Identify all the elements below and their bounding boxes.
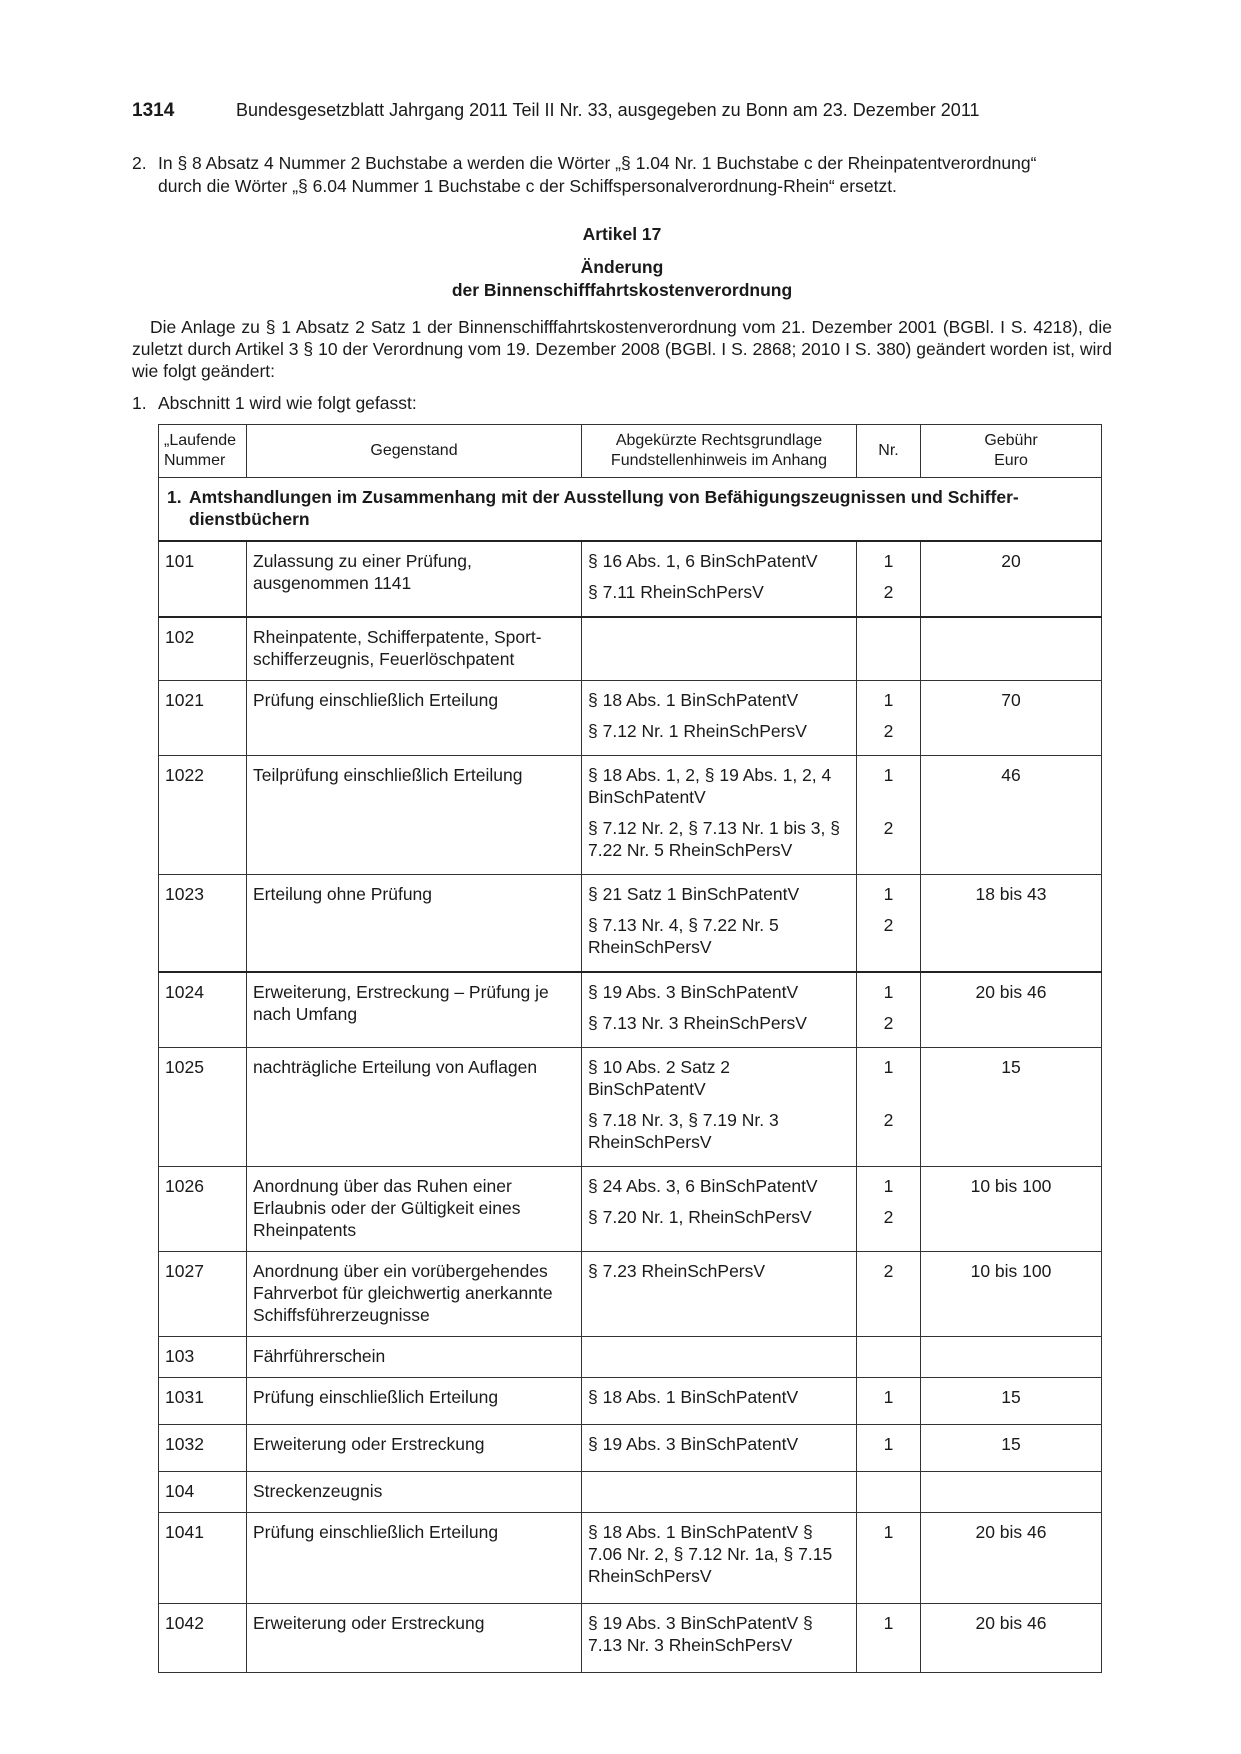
gazette-title: Bundesgesetzblatt Jahrgang 2011 Teil II Nr. 33, ausgegeben zu Bonn am 23. Dezember 2011 [236,100,980,120]
cell-nr [857,1378,921,1425]
body-paragraph: Die Anlage zu § 1 Absatz 2 Satz 1 der Binnenschifffahrtskostenverordnung vom 21. Dezember 2001 (BGBl. I S. 4218), die zuletzt durch Artikel 3 § 10 der Verordnung vom 19. Dezember 2008 (BGBl. I S. 2868; 2010 I S. 380) geändert worden ist, wird wie folgt geändert: [132,317,1112,381]
header-rechtsgrundlage: Abgekürzte Rechtsgrundlage Fundstellenhinweis im Anhang [582,425,857,478]
cell-gebuehr: 10 bis 100 [921,1252,1102,1337]
article-title: Artikel 17 [582,224,662,244]
rechtsgrundlage-entry: § 7.20 Nr. 1, RheinSchPersV [588,1207,812,1227]
cell-nr [857,681,921,756]
list-item-text: Abschnitt 1 wird wie folgt gefasst: [158,393,417,413]
cell-rechtsgrundlage [582,1513,857,1604]
cell-gebuehr: 15 [921,1378,1102,1425]
rechtsgrundlage-entry [582,1472,856,1490]
table-row [159,1472,1102,1513]
cell-gegenstand: nachträgliche Erteilung von Auflagen [247,1048,582,1167]
cell-gebuehr: 15 [921,1048,1102,1167]
rechtsgrundlage-entry: § 18 Abs. 1 BinSchPatentV [588,690,799,710]
nr-entry: 2 [883,1261,894,1281]
rechtsgrundlage-entry: § 19 Abs. 3 BinSchPatentV [588,982,799,1002]
table-row [159,1252,1102,1337]
cell-gebuehr [921,1472,1102,1513]
nr-entry: 1 [883,1057,894,1077]
cell-laufende-nummer: 1027 [159,1252,247,1337]
cell-rechtsgrundlage [582,1337,857,1378]
cell-nr [857,1337,921,1378]
rechtsgrundlage-entry [582,1337,856,1355]
cell-rechtsgrundlage [582,1048,857,1167]
cell-gebuehr [921,1337,1102,1378]
table-row [159,972,1102,1048]
cell-laufende-nummer: 1024 [159,972,247,1048]
cell-nr [857,1513,921,1604]
cell-laufende-nummer: 1031 [159,1378,247,1425]
cell-nr [857,1167,921,1252]
rechtsgrundlage-entry: § 24 Abs. 3, 6 BinSchPatentV [588,1176,818,1196]
page-number: 1314 [132,100,175,121]
cell-gegenstand: Prüfung einschließlich Erteilung [247,1513,582,1604]
cell-gegenstand: Erweiterung oder Erstreckung [247,1604,582,1673]
cell-gegenstand: Anordnung über ein vorübergehendes Fahrverbot für gleichwertig anerkannte Schiffsführerzeugnisse [247,1252,582,1337]
cell-laufende-nummer: 1041 [159,1513,247,1604]
cell-rechtsgrundlage [582,1167,857,1252]
rechtsgrundlage-entry: § 18 Abs. 1 BinSchPatentV [588,1387,799,1407]
cell-laufende-nummer: 104 [159,1472,247,1513]
table-row [159,1167,1102,1252]
table-row [159,1425,1102,1472]
cell-nr [857,1604,921,1673]
nr-entry: 2 [883,1110,894,1130]
rechtsgrundlage-entry: § 21 Satz 1 BinSchPatentV [588,884,800,904]
nr-entry: 2 [883,1207,894,1227]
cell-rechtsgrundlage [582,541,857,617]
nr-entry: 1 [883,884,894,904]
table-row [159,1604,1102,1673]
table-row [159,1048,1102,1167]
cell-gebuehr: 20 bis 46 [921,1604,1102,1673]
cell-gegenstand: Anordnung über das Ruhen einer Erlaubnis oder der Gültigkeit eines Rheinpatents [247,1167,582,1252]
table-row [159,875,1102,973]
table-row [159,681,1102,756]
table-header-row [159,425,1102,478]
nr-entry: 1 [883,1387,894,1407]
cell-gegenstand: Zulassung zu einer Prüfung, ausgenommen 1141 [247,541,582,617]
cell-rechtsgrundlage [582,1425,857,1472]
cell-nr [857,1252,921,1337]
rechtsgrundlage-entry: § 16 Abs. 1, 6 BinSchPatentV [588,551,818,571]
cell-gegenstand: Erteilung ohne Prüfung [247,875,582,973]
nr-entry: 1 [883,982,894,1002]
rechtsgrundlage-entry: § 7.11 RheinSchPersV [588,582,764,602]
intro-line-2: durch die Wörter „§ 6.04 Nummer 1 Buchstabe c der Schiffspersonalverordnung-Rhein“ ersetzt. [158,176,897,196]
table-row [159,1378,1102,1425]
cell-gegenstand: Teilprüfung einschließlich Erteilung [247,756,582,875]
cell-gegenstand: Rheinpatente, Schifferpatente, Sportschifferzeugnis, Feuerlöschpatent [247,617,582,681]
cell-gebuehr: 70 [921,681,1102,756]
section-heading: 1. Amtshandlungen im Zusammenhang mit der Ausstellung von Befähigungszeugnissen und Schiffer- dienstbüchern [159,478,1102,542]
cell-gebuehr: 18 bis 43 [921,875,1102,973]
table-row [159,756,1102,875]
nr-entry: 2 [883,915,894,935]
cell-gegenstand: Prüfung einschließlich Erteilung [247,681,582,756]
cell-laufende-nummer: 1032 [159,1425,247,1472]
cell-gegenstand: Erweiterung oder Erstreckung [247,1425,582,1472]
rechtsgrundlage-entry: § 7.13 Nr. 3 RheinSchPersV [588,1013,807,1033]
cell-gebuehr: 20 [921,541,1102,617]
header-nr: Nr. [857,425,921,478]
cell-rechtsgrundlage [582,1604,857,1673]
cell-rechtsgrundlage [582,756,857,875]
rechtsgrundlage-entry: § 18 Abs. 1, 2, § 19 Abs. 1, 2, 4 BinSchPatentV [588,765,832,807]
cell-rechtsgrundlage [582,1378,857,1425]
cell-nr [857,1472,921,1513]
rechtsgrundlage-entry: § 7.12 Nr. 1 RheinSchPersV [588,721,807,741]
nr-entry: 2 [883,1013,894,1033]
rechtsgrundlage-entry: § 7.13 Nr. 4, § 7.22 Nr. 5 RheinSchPersV [588,915,779,957]
cell-rechtsgrundlage [582,1472,857,1513]
cell-laufende-nummer: 103 [159,1337,247,1378]
table-row [159,1513,1102,1604]
cell-gebuehr: 10 bis 100 [921,1167,1102,1252]
nr-entry: 1 [883,1434,894,1454]
table-row [159,617,1102,681]
rechtsgrundlage-entry: § 7.12 Nr. 2, § 7.13 Nr. 1 bis 3, § 7.22 Nr. 5 RheinSchPersV [588,818,840,860]
cell-laufende-nummer: 1022 [159,756,247,875]
rechtsgrundlage-entry: § 10 Abs. 2 Satz 2 BinSchPatentV [588,1057,731,1099]
intro-line-1: In § 8 Absatz 4 Nummer 2 Buchstabe a werden die Wörter „§ 1.04 Nr. 1 Buchstabe c der Rheinpatentverordnung“ [158,153,1037,173]
cell-gegenstand: Streckenzeugnis [247,1472,582,1513]
nr-entry: 2 [883,582,894,602]
cell-rechtsgrundlage [582,617,857,681]
cell-rechtsgrundlage [582,972,857,1048]
cell-gebuehr: 15 [921,1425,1102,1472]
list-item-number: 1. [132,393,147,413]
header-laufende-nummer: „Laufende Nummer [159,425,247,478]
header-gebuehr: Gebühr Euro [921,425,1102,478]
cell-laufende-nummer: 102 [159,617,247,681]
nr-entry: 1 [883,551,894,571]
fee-table [158,424,1102,1673]
nr-entry: 2 [883,818,894,838]
nr-entry [857,1337,920,1361]
nr-entry: 1 [883,1176,894,1196]
intro-number: 2. [132,153,147,173]
cell-nr [857,972,921,1048]
article-heading-1: Änderung [580,257,664,277]
cell-laufende-nummer: 1025 [159,1048,247,1167]
cell-gebuehr: 20 bis 46 [921,972,1102,1048]
cell-laufende-nummer: 101 [159,541,247,617]
rechtsgrundlage-entry [582,618,856,636]
cell-gegenstand: Erweiterung, Erstreckung – Prüfung je nach Umfang [247,972,582,1048]
cell-nr [857,875,921,973]
nr-entry: 2 [883,721,894,741]
cell-laufende-nummer: 1026 [159,1167,247,1252]
page-header [132,100,1112,122]
rechtsgrundlage-entry: § 19 Abs. 3 BinSchPatentV [588,1434,799,1454]
cell-nr [857,1048,921,1167]
cell-laufende-nummer: 1042 [159,1604,247,1673]
cell-rechtsgrundlage [582,875,857,973]
cell-nr [857,617,921,681]
table-row [159,541,1102,617]
cell-gegenstand: Prüfung einschließlich Erteilung [247,1378,582,1425]
cell-laufende-nummer: 1021 [159,681,247,756]
nr-entry: 1 [883,765,894,785]
rechtsgrundlage-entry: § 7.23 RheinSchPersV [588,1261,766,1281]
table-row [159,1337,1102,1378]
nr-entry [857,1472,920,1496]
nr-entry: 1 [883,690,894,710]
cell-gebuehr: 20 bis 46 [921,1513,1102,1604]
cell-laufende-nummer: 1023 [159,875,247,973]
rechtsgrundlage-entry: § 19 Abs. 3 BinSchPatentV § 7.13 Nr. 3 RheinSchPersV [588,1613,813,1655]
rechtsgrundlage-entry: § 7.18 Nr. 3, § 7.19 Nr. 3 RheinSchPersV [588,1110,779,1152]
rechtsgrundlage-entry: § 18 Abs. 1 BinSchPatentV § 7.06 Nr. 2, § 7.12 Nr. 1a, § 7.15 RheinSchPersV [588,1522,833,1586]
cell-gebuehr: 46 [921,756,1102,875]
intro-item [132,152,1112,198]
cell-gegenstand: Fährführerschein [247,1337,582,1378]
cell-nr [857,541,921,617]
nr-entry: 1 [883,1522,894,1542]
cell-rechtsgrundlage [582,681,857,756]
header-gegenstand: Gegenstand [247,425,582,478]
list-item [132,393,1112,414]
cell-gebuehr [921,617,1102,681]
section-row [159,478,1102,542]
cell-rechtsgrundlage [582,1252,857,1337]
article-heading-2: der Binnenschifffahrtskostenverordnung [451,280,793,300]
nr-entry [857,618,920,642]
nr-entry: 1 [883,1613,894,1633]
cell-nr [857,1425,921,1472]
cell-nr [857,756,921,875]
